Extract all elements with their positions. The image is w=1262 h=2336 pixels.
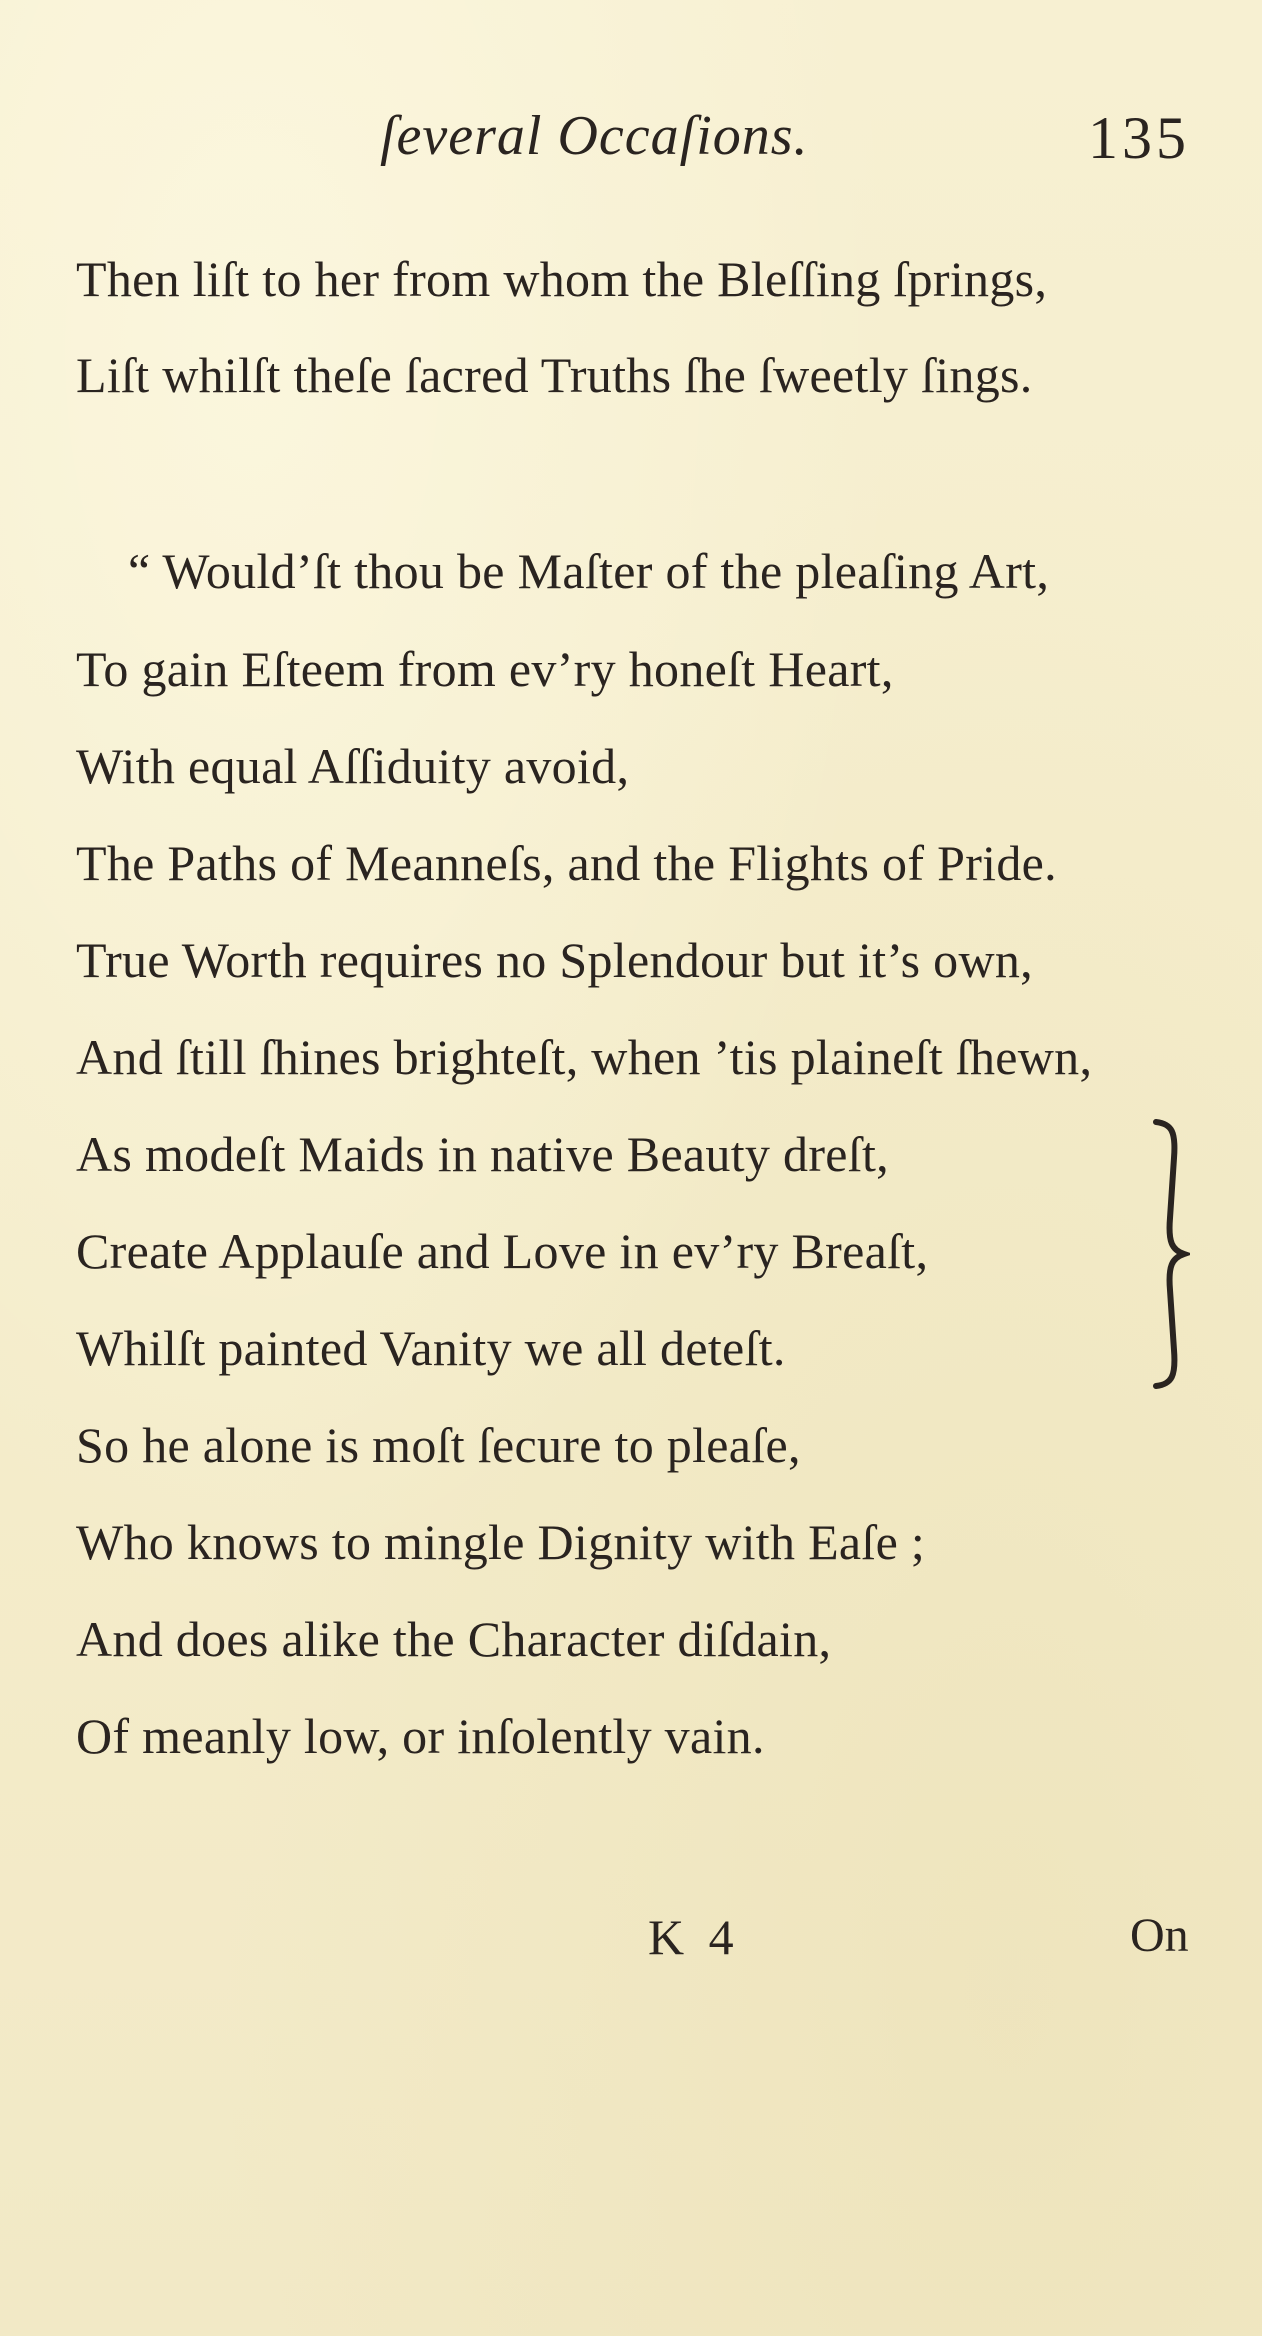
verse-line: So he alone is moſt ſecure to pleaſe, — [76, 1417, 801, 1473]
triplet-brace-icon — [1150, 1118, 1190, 1390]
verse-line: To gain Eſteem from ev’ry honeſt Heart, — [76, 641, 894, 697]
verse-line: Then liſt to her from whom the Bleſſing ſprings, — [76, 251, 1048, 307]
verse-line: Liſt whilſt theſe ſacred Truths ſhe ſweetly ſings. — [76, 347, 1033, 403]
running-head: ſeveral Occaſions. — [380, 105, 809, 167]
verse-line: True Worth requires no Splendour but it’s own, — [76, 932, 1033, 988]
verse-line: And ſtill ſhines brighteſt, when ’tis plaineſt ſhewn, — [76, 1029, 1093, 1085]
signature-mark: K 4 — [648, 1909, 740, 1965]
verse-line: The Paths of Meanneſs, and the Flights of Pride. — [76, 835, 1057, 891]
verse-line: With equal Aſſiduity avoid, — [76, 738, 630, 794]
verse-line: Of meanly low, or inſolently vain. — [76, 1708, 765, 1764]
verse-line: And does alike the Character diſdain, — [76, 1611, 832, 1667]
verse-line: As modeſt Maids in native Beauty dreſt, — [76, 1126, 889, 1182]
page-number: 135 — [1088, 105, 1190, 171]
verse-line: “ Would’ſt thou be Maſter of the pleaſing Art, — [128, 543, 1050, 599]
verse-line: Create Applauſe and Love in ev’ry Breaſt, — [76, 1223, 929, 1279]
verse-line: Whilſt painted Vanity we all deteſt. — [76, 1320, 786, 1376]
verse-line: Who knows to mingle Dignity with Eaſe ; — [76, 1514, 926, 1570]
catchword: On — [1130, 1909, 1189, 1962]
